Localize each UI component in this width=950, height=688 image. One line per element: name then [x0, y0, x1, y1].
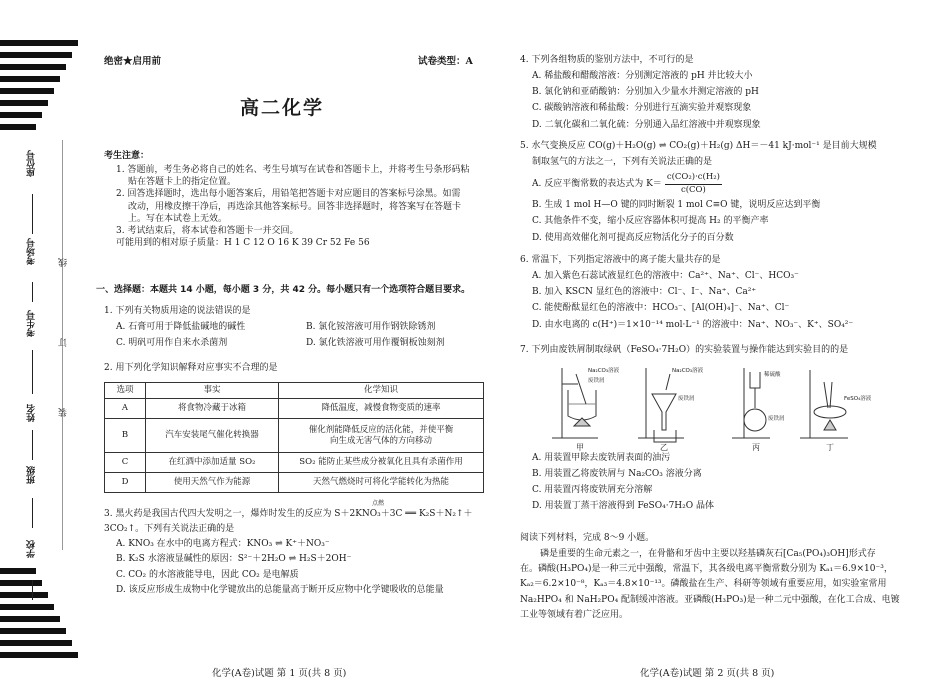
seal-xian: 线	[59, 258, 69, 267]
label-yi: 乙	[660, 443, 668, 452]
footer-right: 化学(A卷)试题 第 2 页(共 8 页)	[640, 668, 775, 679]
question-5: 5. 水气变换反应 CO(g)＋H₂O(g) ⇌ CO₂(g)＋H₂(g) ΔH＝－41 kJ·mol⁻¹ 是目前大规模 制取氢气的方法之一，下列有关说法正确的是 A. 反应平衡常数的表达式为 K＝ c(CO₂)·c(H₂) c(CO) B. 生成 1 mol H—O 键的同时断裂 1 mol C≡O 键，说明反应达到平衡 C. 其他条件不变，缩小反应容器体积可提高 H₂ 的平衡产率 D. 使用高效催化剂可提高反应物活化分子的百分数	[520, 141, 877, 243]
paper-type: 试卷类型：A	[418, 56, 473, 67]
q7-apparatus	[548, 360, 872, 452]
tag-ding-solution: FeSO₄溶液	[844, 396, 872, 402]
flask-bing	[744, 409, 766, 431]
reading-material: 阅读下列材料，完成 8～9 小题。 磷是重要的生命元素之一，在骨骼和牙齿中主要以羟基磷灰石[Ca₅(PO₄)₃OH]形式存 在。磷酸(H₃PO₄)是一种三元中强酸，常温下，其各级电离平衡常数分别为 Kₐ₁＝6.9×10⁻³， Kₐ₂＝6.2×10⁻⁸，Kₐ₃＝4.8×10⁻¹³。磷酸盐在生产、科研等领域有重要应用，如实验室常用 Na₂HPO₄ 和 NaH₂PO₄ 配制缓冲溶液。亚磷酸(H₃PO₃)是一种二元中强酸，在化工合成、电镀 工业等领域有着广泛应用。	[520, 533, 900, 620]
notice-heading: 考生注意：	[104, 151, 150, 161]
funnel-yi	[652, 394, 676, 430]
question-7-options: A. 用装置甲除去废铁屑表面的油污 B. 用装置乙将废铁屑与 Na₂CO₃ 溶液分离 C. 用装置丙将废铁屑充分溶解 D. 用装置丁蒸干溶液得到 FeSO₄·7H₂O 晶体	[532, 453, 714, 512]
page-title: 高二化学	[240, 97, 325, 119]
secret-label: 绝密★启用前	[104, 56, 162, 67]
tag-yi-solution: Na₂CO₃溶液	[672, 368, 704, 374]
label-bing: 丙	[752, 443, 760, 452]
label-ding: 丁	[826, 443, 834, 452]
field-school: 学校	[27, 540, 37, 558]
tag-jia-solution: Na₂CO₃溶液	[588, 368, 620, 374]
question-3: 点燃 3. 黑火药是我国古代四大发明之一，爆炸时发生的反应为 S＋2KNO₃＋3C ══ K₂S＋N₂↑＋ 3CO₂↑。下列有关说法正确的是 A. KNO₃ 在水中的电离方程式：KNO₃ ⇌ K⁺＋NO₃⁻ B. K₂S 水溶液显碱性的原因：S²⁻＋2H₂O ⇌ H₂S＋2OH⁻ C. CO₂ 的水溶液能导电，因此 CO₂ 是电解质 D. 该反应形成生成物中化学键放出的总能量高于断开反应物中化学键吸收的总能量	[104, 500, 473, 595]
field-class: 班级	[27, 466, 37, 484]
field-seat: 座位号	[27, 150, 37, 177]
dropping-funnel	[750, 372, 760, 388]
tag-yi-iron: 废铁屑	[678, 396, 695, 402]
section-heading: 一、选择题：本题共 14 小题，每小题 3 分，共 42 分。每小题只有一个选项符合题目要求。	[96, 285, 471, 295]
q3-condition: 点燃	[372, 500, 385, 507]
seal-zhuang: 装	[59, 408, 69, 417]
q2-table: 选项 事实 化学知识 A 将食物冷藏于冰箱 降低温度，减慢食物变质的速率 B 汽车安装尾气催化转换器 催化剂能降低反应的活化能，并使平衡 向生成无害气体的方向移动 C 在红酒中添加适量 SO₂ SO₂ 能防止某些成分被氧化且具有杀菌作用 D 使用天然气作为能源 天然气燃烧时可将化学能转化为热能	[104, 382, 484, 493]
field-name: 姓名	[27, 404, 37, 422]
tag-jia-iron: 废铁屑	[588, 378, 605, 384]
question-6: 6. 常温下，下列指定溶液中的离子能大量共存的是 A. 加入紫色石蕊试液显红色的溶液中：Ca²⁺、Na⁺、Cl⁻、HCO₃⁻ B. 加入 KSCN 显红色的溶液中：Cl⁻、I⁻、Na⁺、Ca²⁺ C. 能使酚酞显红色的溶液中：HCO₃⁻、[Al(OH)₄]⁻、Na⁺、Cl⁻ D. 由水电离的 c(H⁺)＝1×10⁻¹⁴ mol·L⁻¹ 的溶液中：Na⁺、NO₃⁻、K⁺、SO₄²⁻	[520, 255, 854, 330]
question-7: 7. 下列由废铁屑制取绿矾（FeSO₄·7H₂O）的实验装置与操作能达到实验目的的是	[520, 345, 849, 355]
question-1: 1. 下列有关物质用途的说法错误的是 A. 石膏可用于降低盐碱地的碱性 B. 氯化铵溶液可用作钢铁除锈剂 C. 明矾可用作自来水杀菌剂 D. 氯化铁溶液可用作覆铜板蚀刻剂	[104, 306, 445, 349]
tag-bing-acid: 稀硫酸	[764, 372, 781, 378]
field-examno: 考生号	[27, 310, 37, 337]
field-room: 考场号	[27, 238, 37, 265]
q5-fraction: c(CO₂)·c(H₂) c(CO)	[666, 172, 720, 195]
tag-bing-iron: 废铁屑	[768, 416, 785, 422]
beaker-jia	[568, 390, 596, 420]
question-2: 2. 用下列化学知识解释对应事实不合理的是	[104, 363, 278, 373]
notice-block: 考生注意： 1. 答题前，考生务必将自己的姓名、考生号填写在试卷和答题卡上，并将考生号条形码粘 贴在答题卡上的指定位置。 2. 回答选择题时，选出每小题答案后，用铅笔把答题卡对应题目的答案标号涂黑。如需 改动，用橡皮擦干净后，再选涂其他答案标号。回答非选择题时，将答案写在答题卡 上。写在本试卷上无效。 3. 考试结束后，将本试卷和答题卡一并交回。 可能用到的相对原子质量：H 1 C 12 O 16 K 39 Cr 52 Fe 56	[104, 150, 484, 249]
question-4: 4. 下列各组物质的鉴别方法中，不可行的是 A. 稀盐酸和醋酸溶液：分别测定溶液的 pH 并比较大小 B. 氯化钠和亚硝酸钠：分别加入少量水并测定溶液的 pH C. 碳酸钠溶液和稀盐酸：分别进行互滴实验并观察现象 D. 二氧化碳和二氧化硫：分别通入品红溶液中并观察现象	[520, 55, 761, 130]
footer-left: 化学(A卷)试题 第 1 页(共 8 页)	[212, 668, 347, 679]
label-jia: 甲	[576, 443, 584, 452]
seal-ding: 订	[59, 338, 69, 347]
